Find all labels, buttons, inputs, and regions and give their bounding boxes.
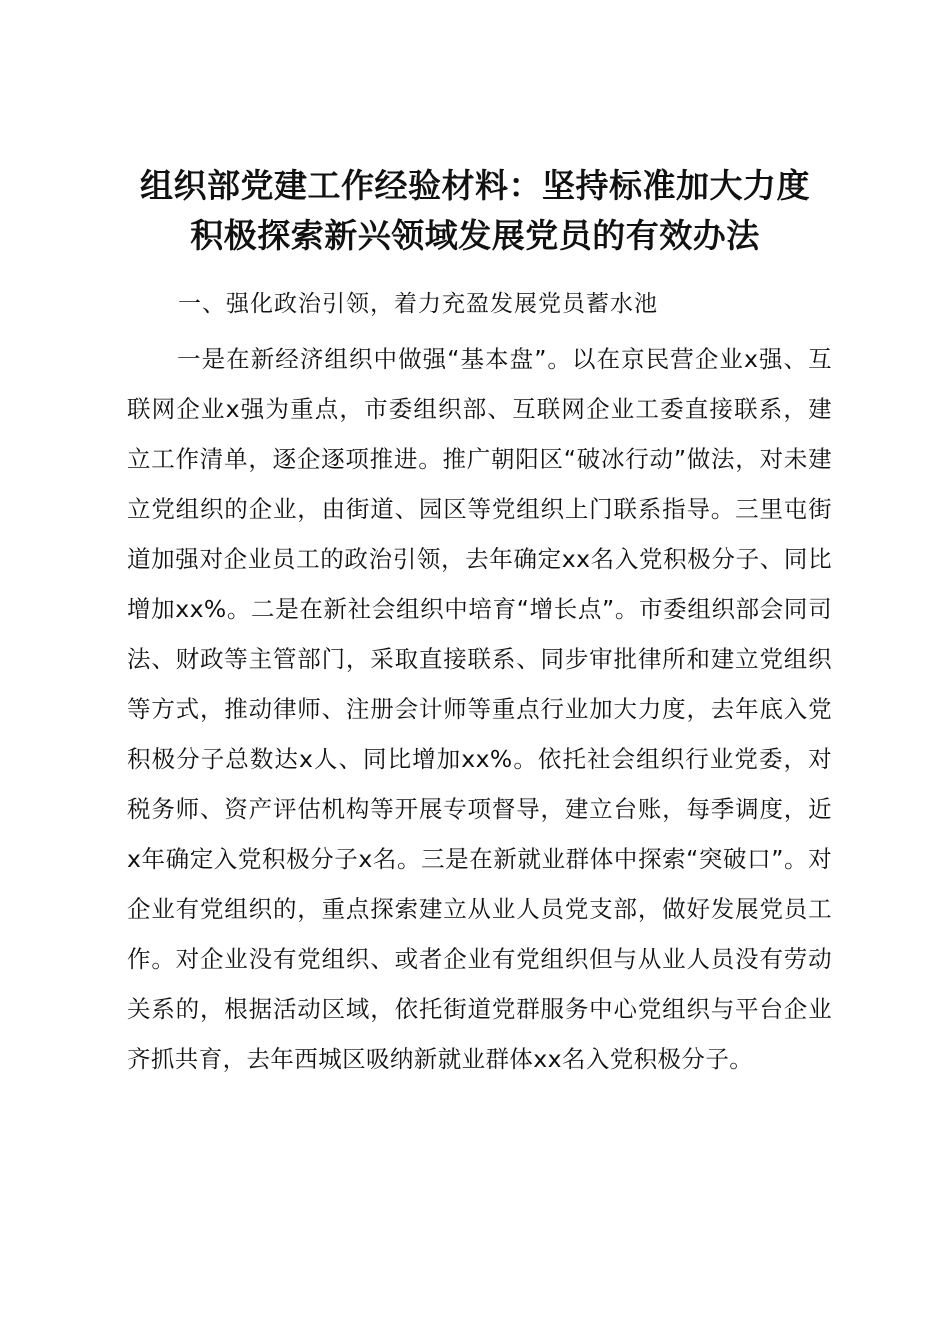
section-heading: 一、强化政治引领，着力充盈发展党员蓄水池 <box>178 291 658 317</box>
body-paragraph: 一是在新经济组织中做强“基本盘”。以在京民营企业x强、互联网企业x强为重点，市委组织部、互联网企业工委直接联系，建立工作清单，逐企逐项推进。推广朝阳区“破冰行动”做法，对未建立党组织的企业，由街道、园区等党组织上门联系指导。三里屯街道加强对企业员工的政治引领，去年确定xx名入党积极分子、同比增加xx%。二是在新社会组织中培育“增长点”。市委组织部会同司法、财政等主管部门，采取直接联系、同步审批律所和建立党组织等方式，推动律师、注册会计师等重点行业加大力度，去年底入党积极分子总数达x人、同比增加xx%。依托社会组织行业党委，对税务师、资产评估机构等开展专项督导，建立台账，每季调度，近x年确定入党积极分子x名。三是在新就业群体中探索“突破口”。对企业有党组织的，重点探索建立从业人员党支部，做好发展党员工作。对企业没有党组织、或者企业有党组织但与从业人员没有劳动关系的，根据活动区域，依托街道党群服务中心党组织与平台企业齐抓共育，去年西城区吸纳新就业群体xx名入党积极分子。 <box>127 345 832 1073</box>
document-title-line-1: 组织部党建工作经验材料：坚持标准加大力度 <box>140 166 810 205</box>
document-title-line-2: 积极探索新兴领域发展党员的有效办法 <box>190 216 760 255</box>
